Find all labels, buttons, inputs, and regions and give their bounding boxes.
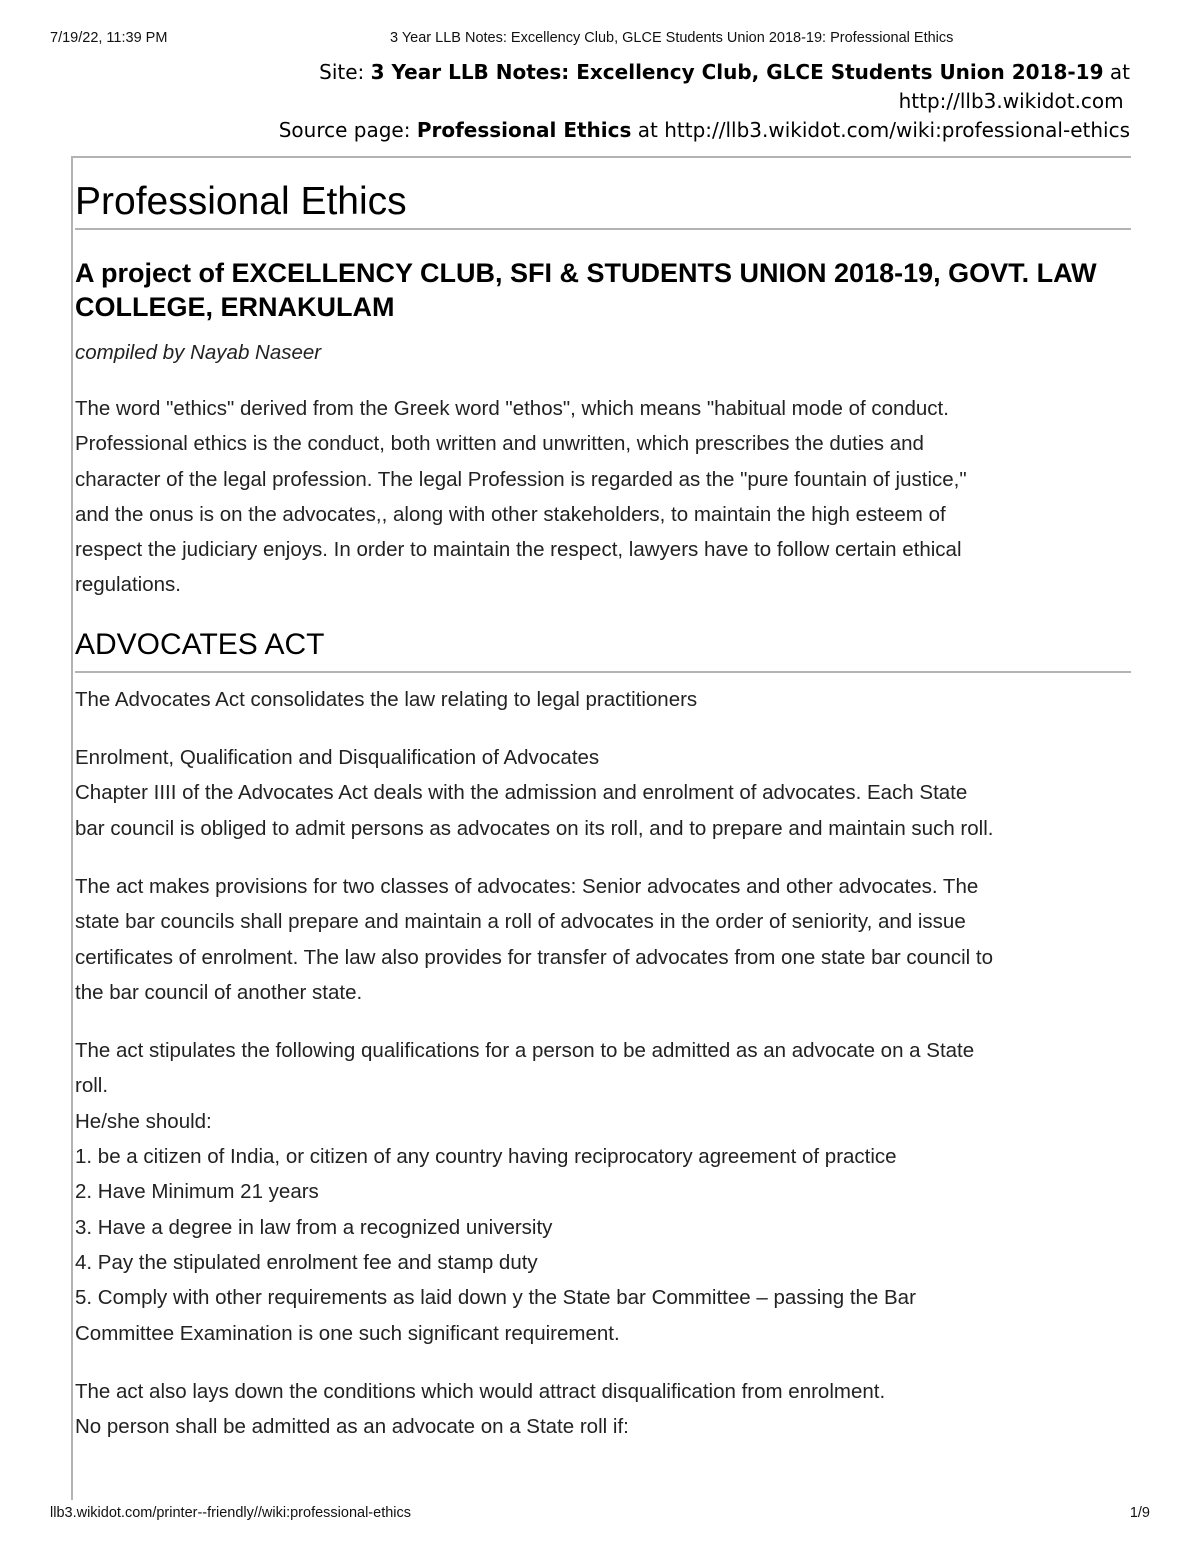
text-line: bar council is obliged to admit persons as advocates on its roll, and to prepare and maintain such roll. xyxy=(75,816,994,840)
text-line: state bar councils shall prepare and maintain a roll of advocates in the order of seniority, and issue xyxy=(75,910,966,934)
print-page-title: 3 Year LLB Notes: Excellency Club, GLCE Students Union 2018-19: Professional Ethics xyxy=(390,30,954,46)
text-line: The act stipulates the following qualifications for a person to be admitted as an advocate on a State xyxy=(75,1039,975,1063)
page-title: Professional Ethics xyxy=(75,158,1131,230)
list-item: 1. be a citizen of India, or citizen of any country having reciprocatory agreement of practice xyxy=(75,1145,897,1169)
source-line xyxy=(70,116,1130,145)
text-line: The word "ethics" derived from the Greek word "ethos", which means "habitual mode of conduct. xyxy=(75,397,949,420)
list-item: 5. Comply with other requirements as laid down y the State bar Committee – passing the Bar xyxy=(75,1286,916,1310)
site-label: Site: xyxy=(319,60,371,84)
site-line xyxy=(70,58,1130,87)
paragraph-enrolment xyxy=(75,740,1131,846)
print-datetime: 7/19/22, 11:39 PM xyxy=(50,30,168,46)
text-line: and the onus is on the advocates,, along with other stakeholders, to maintain the high esteem of xyxy=(75,502,946,526)
source-name: Professional Ethics xyxy=(416,118,632,142)
text-line: certificates of enrolment. The law also provides for transfer of advocates from one state bar council to xyxy=(75,945,994,969)
section-heading: ADVOCATES ACT xyxy=(75,625,1131,673)
list-item: 2. Have Minimum 21 years xyxy=(75,1180,319,1204)
text-line: the bar council of another state. xyxy=(75,980,363,1004)
site-info xyxy=(70,58,1130,145)
paragraph-consolidates: The Advocates Act consolidates the law relating to legal practitioners xyxy=(75,687,698,711)
site-name: 3 Year LLB Notes: Excellency Club, GLCE Students Union 2018-19 xyxy=(370,60,1104,84)
text-line: The act also lays down the conditions which would attract disqualification from enrolment. xyxy=(75,1379,886,1403)
text-line: respect the judiciary enjoys. In order to maintain the respect, lawyers have to follow certain ethical xyxy=(75,538,962,562)
text-line: Enrolment, Qualification and Disqualification of Advocates xyxy=(75,746,600,770)
site-at: at xyxy=(1103,60,1130,84)
text-line: No person shall be admitted as an advocate on a State roll if: xyxy=(75,1415,629,1439)
paragraph-disqualification xyxy=(75,1374,1131,1445)
list-item: Committee Examination is one such significant requirement. xyxy=(75,1321,620,1345)
text-line: regulations. xyxy=(75,573,181,597)
paragraph-stipulates xyxy=(75,1033,1131,1104)
intro-paragraph xyxy=(75,391,1131,603)
project-heading: A project of EXCELLENCY CLUB, SFI & STUDENTS UNION 2018-19, GOVT. LAW COLLEGE, ERNAKULAM xyxy=(75,258,1097,322)
print-footer xyxy=(50,1505,1150,1525)
source-label: Source page: xyxy=(278,118,417,142)
text-line: character of the legal profession. The legal Profession is regarded as the "pure fountain of justice," xyxy=(75,467,967,491)
text-line: Professional ethics is the conduct, both written and unwritten, which prescribes the duties and xyxy=(75,432,924,456)
paragraph-classes xyxy=(75,869,1131,1010)
text-line: roll. xyxy=(75,1074,109,1098)
compiled-by: compiled by Nayab Naseer xyxy=(75,341,322,364)
list-item: 3. Have a degree in law from a recognized university xyxy=(75,1215,553,1239)
site-url-line xyxy=(70,87,1130,116)
list-item: 4. Pay the stipulated enrolment fee and stamp duty xyxy=(75,1250,538,1274)
source-url[interactable]: http://llb3.wikidot.com/wiki:professional-ethics xyxy=(664,118,1130,142)
page-content xyxy=(71,156,1131,1500)
print-header xyxy=(50,30,1150,50)
text-line: The act makes provisions for two classes of advocates: Senior advocates and other advocates. The xyxy=(75,874,979,898)
site-url[interactable]: http://llb3.wikidot.com xyxy=(898,89,1124,113)
footer-url: llb3.wikidot.com/printer--friendly//wiki:professional-ethics xyxy=(50,1505,412,1521)
page-counter: 1/9 xyxy=(1129,1505,1150,1521)
qualifications-list xyxy=(75,1104,1131,1351)
source-at: at xyxy=(631,118,665,142)
list-item: He/she should: xyxy=(75,1109,212,1133)
text-line: Chapter IIII of the Advocates Act deals with the admission and enrolment of advocates. Each State xyxy=(75,781,968,805)
